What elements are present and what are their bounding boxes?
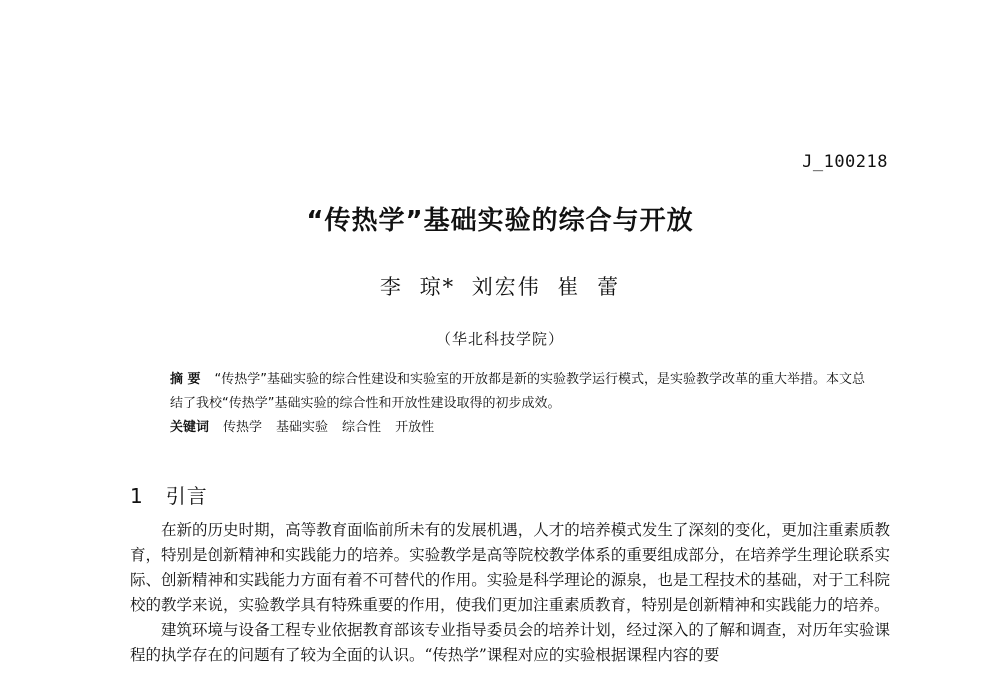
document-id: J_100218 <box>802 152 888 172</box>
keywords-label: 关键词 <box>170 420 210 435</box>
abstract-paragraph <box>170 368 870 416</box>
affiliation: （华北科技学院） <box>435 330 564 348</box>
keywords-line <box>170 416 870 440</box>
section-title: 引言 <box>165 484 208 508</box>
abstract-block <box>170 368 870 440</box>
keyword: 基础实验 <box>276 420 329 435</box>
author-list: 李 琼* 刘宏伟 崔 蕾 <box>379 275 621 299</box>
abstract-label: 摘 要 <box>170 372 201 387</box>
keyword: 开放性 <box>395 420 435 435</box>
body-paragraph: 建筑环境与设备工程专业依据教育部该专业指导委员会的培养计划，经过深入的了解和调查，对历年实验课程的执学存在的问题有了较为全面的认识。“传热学”课程对应的实验根据课程内容的要 <box>130 621 890 664</box>
keyword: 传热学 <box>223 420 263 435</box>
body-paragraph: 在新的历史时期，高等教育面临前所未有的发展机遇，人才的培养模式发生了深刻的变化，更加注重素质教育，特别是创新精神和实践能力的培养。实验教学是高等院校教学体系的重要组成部分，在培养学生理论联系实际、创新精神和实践能力方面有着不可替代的作用。实验是科学理论的源泉，也是工程技术的基础，对于工科院校的教学来说，实验教学具有特殊重要的作用，使我们更加注重素质教育，特别是创新精神和实践能力的培养。 <box>130 521 890 614</box>
keyword: 综合性 <box>342 420 382 435</box>
body-text <box>130 518 890 668</box>
section-number: 1 <box>130 484 144 508</box>
section-heading <box>130 480 208 509</box>
abstract-text: “传热学”基础实验的综合性建设和实验室的开放都是新的实验教学运行模式，是实验教学改革的重大举措。本文总结了我校“传热学”基础实验的综合性和开放性建设取得的初步成效。 <box>170 372 866 411</box>
paper-title: “传热学”基础实验的综合与开放 <box>306 206 694 236</box>
